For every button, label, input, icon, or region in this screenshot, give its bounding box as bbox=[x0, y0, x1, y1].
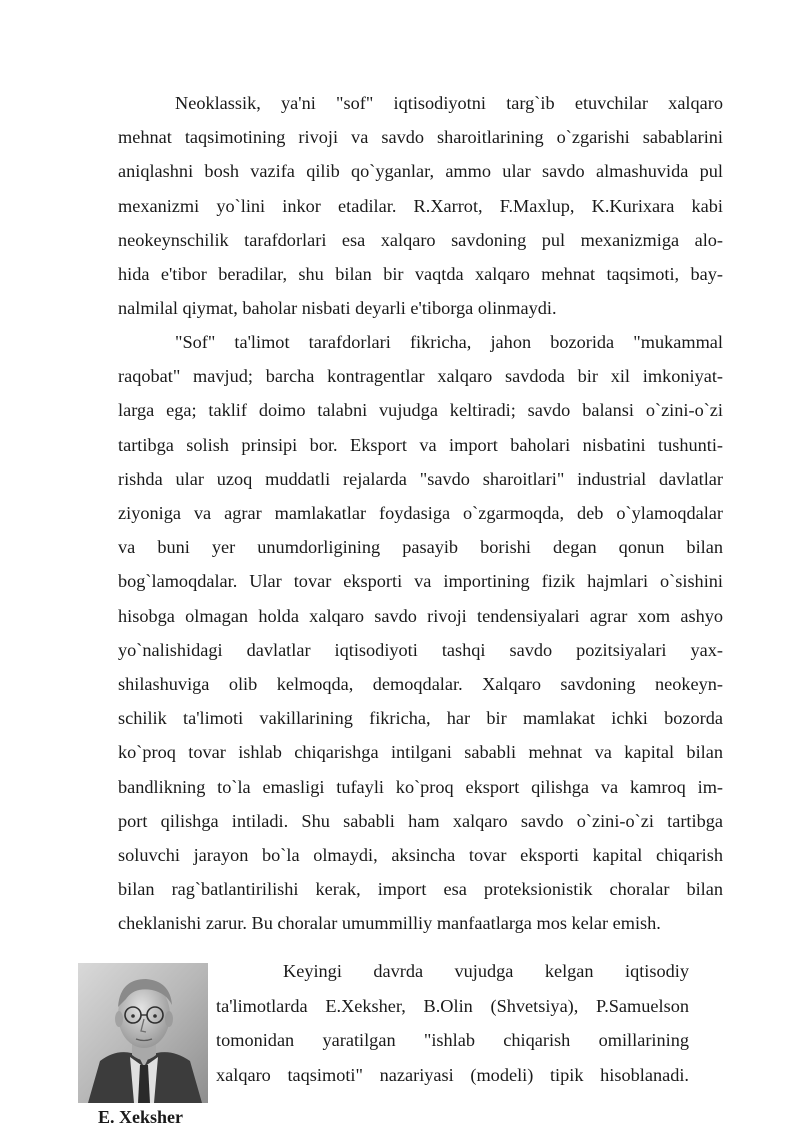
text-line: bandlikning to`la emasligi tufayli ko`proq eksport qilishga va kamroq im- bbox=[118, 776, 723, 797]
text-line: larga ega; taklif doimo talabni vujudga keltiradi; savdo balansi o`zini-o`zi bbox=[118, 400, 723, 421]
text-line: ta'limotlarda E.Xeksher, B.Olin (Shvetsiya), P.Samuelson bbox=[216, 995, 689, 1016]
text-line: schilik ta'limoti vakillarining fikricha, har bir mamlakat ichki bozorda bbox=[118, 708, 723, 729]
text-line: "Sof" ta'limot tarafdorlari fikricha, jahon bozorida "mukammal bbox=[175, 332, 723, 352]
text-line: nalmilal qiymat, baholar nisbati deyarli e'tiborga olinmaydi. bbox=[118, 298, 557, 319]
text-line: port qilishga intiladi. Shu sababli ham xalqaro savdo o`zini-o`zi tartibga bbox=[118, 810, 723, 831]
portrait-photo bbox=[78, 963, 208, 1103]
text-line: hisobga olmagan holda xalqaro savdo rivoji tendensiyalari agrar xom ashyo bbox=[118, 605, 723, 626]
text-line: raqobat" mavjud; barcha kontragentlar xalqaro savdoda bir xil imkoniyat- bbox=[118, 366, 723, 387]
text-line: bog`lamoqdalar. Ular tovar eksporti va importining fizik hajmlari o`sishini bbox=[118, 571, 723, 592]
paragraph-neoclassical bbox=[118, 86, 723, 325]
text-line: ko`proq tovar ishlab chiqarishga intilgani sababli mehnat va kapital bilan bbox=[118, 742, 723, 763]
portrait-caption: E. Xeksher bbox=[98, 1107, 183, 1127]
text-line: va buni yer unumdorligining pasayib borishi degan qonun bilan bbox=[118, 537, 723, 558]
text-line: mehnat taqsimotining rivoji va savdo sharoitlarining o`zgarishi sabablarini bbox=[118, 127, 723, 148]
paragraph-heckscher bbox=[216, 954, 689, 1092]
text-line: xalqaro taqsimoti" nazariyasi (modeli) tipik hisoblanadi. bbox=[216, 1064, 689, 1085]
text-line: neokeynschilik tarafdorlari esa xalqaro savdoning pul mexanizmiga alo- bbox=[118, 229, 723, 250]
text-line: ziyoniga va agrar mamlakatlar foydasiga o`zgarmoqda, deb o`ylamoqdalar bbox=[118, 503, 723, 524]
text-line: shilashuviga olib kelmoqda, demoqdalar. Xalqaro savdoning neokeyn- bbox=[118, 674, 723, 695]
text-line: hida e'tibor beradilar, shu bilan bir vaqtda xalqaro mehnat taqsimoti, bay- bbox=[118, 264, 723, 285]
text-line: rishda ular uzoq muddatli rejalarda "savdo sharoitlari" industrial davlatlar bbox=[118, 468, 723, 489]
text-line: mexanizmi yo`lini inkor etadilar. R.Xarrot, F.Maxlup, K.Kurixara kabi bbox=[118, 195, 723, 216]
text-line: tomonidan yaratilgan "ishlab chiqarish omillarining bbox=[216, 1030, 689, 1051]
text-line: Keyingi davrda vujudga kelgan iqtisodiy bbox=[283, 961, 689, 981]
text-line: aniqlashni bosh vazifa qilib qo`yganlar, ammo ular savdo almashuvida pul bbox=[118, 161, 723, 182]
text-line: tartibga solish prinsipi bor. Eksport va import baholari nisbatini tushunti- bbox=[118, 434, 723, 455]
text-line: Neoklassik, ya'ni "sof" iqtisodiyotni targ`ib etuvchilar xalqaro bbox=[175, 93, 723, 113]
paragraph-pure-theory bbox=[118, 325, 723, 941]
text-line: soluvchi jarayon bo`la olmaydi, aksincha tovar eksporti kapital chiqarish bbox=[118, 845, 723, 866]
portrait-illustration bbox=[78, 963, 208, 1103]
text-line: yo`nalishidagi davlatlar iqtisodiyoti tashqi savdo pozitsiyalari yax- bbox=[118, 639, 723, 660]
text-line: cheklanishi zarur. Bu choralar umummilliy manfaatlarga mos kelar emish. bbox=[118, 913, 661, 934]
text-line: bilan rag`batlantirilishi kerak, import esa proteksionistik choralar bilan bbox=[118, 879, 723, 900]
